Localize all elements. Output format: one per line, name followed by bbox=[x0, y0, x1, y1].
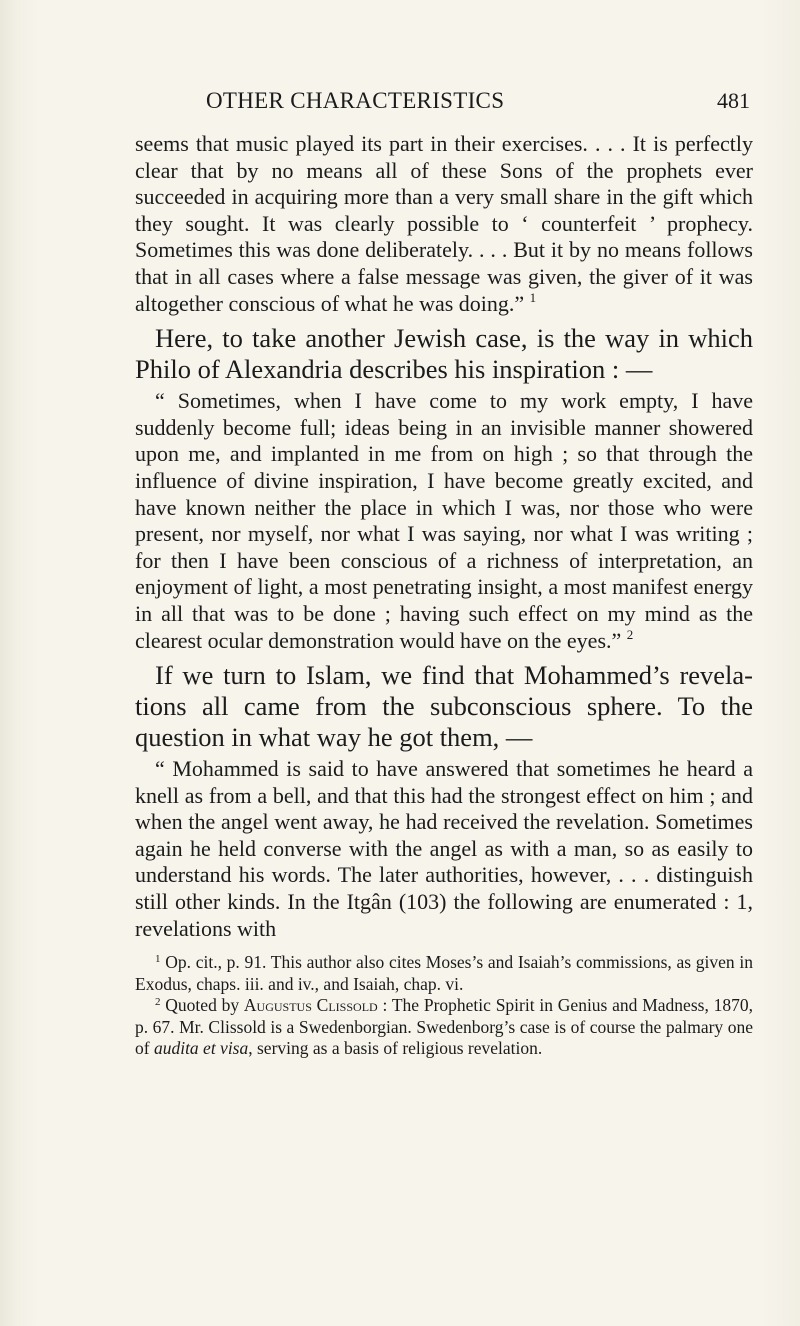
footnote-text-middle: : The Prophetic Spirit in Genius and Madness, 1870, p. 67. Mr. Clissold is a Swedenborgian. Swedenborg’s case is of course the palmary one of bbox=[135, 995, 753, 1059]
footnote-2 bbox=[135, 995, 753, 1060]
footnotes bbox=[135, 952, 753, 1060]
paragraph-philo-quote bbox=[135, 388, 753, 654]
body-text bbox=[135, 131, 753, 1060]
paragraph-mohammed-quote: “ Mohammed is said to have answered that sometimes he heard a knell as from a bell, and that this had the strongest effect on him ; and when the angel went away, he had received the revelation. Sometimes again he held converse with the angel as with a man, so as easily to understand his words. The later authorities, however, . . . distinguish still other kinds. In the Itgân (103) the following are enumerated : 1, revelations with bbox=[135, 756, 753, 941]
footnote-text: Op. cit., p. 91. This author also cites Moses’s and Isaiah’s commissions, as given in Exodus, chaps. iii. and iv., and Isaiah, chap. vi. bbox=[135, 952, 754, 994]
page-number: 481 bbox=[717, 88, 750, 113]
paragraph-text: seems that music played its part in their exercises. . . . It is perfectly clear that by no means all of these Sons of the prophets ever succeeded in acquiring more than a very small share in the gift which they sought. It was clearly possible to ‘ counterfeit ’ prophecy. Sometimes this was done deliberately. . . . But it by no means follows that in all cases where a false message was given, the giver of it was altogether conscious of what he was doing.” bbox=[135, 131, 753, 316]
footnote-text-after: , serving as a basis of religious revelation. bbox=[248, 1038, 543, 1059]
paragraph-quote-continuation bbox=[135, 131, 753, 317]
paragraph-islam-intro: If we turn to Islam, we find that Mohammed’s revelations all came from the subconscious sphere. To the question in what way he got them, — bbox=[135, 660, 753, 753]
footnote-mark-2: 2 bbox=[155, 996, 161, 1009]
footnote-ref-2: 2 bbox=[626, 626, 634, 642]
footnote-italic-phrase: audita et visa bbox=[153, 1038, 249, 1059]
paragraph-text: “ Sometimes, when I have come to my work empty, I have suddenly become full; ideas being in an invisible manner showered upon me, and implanted in me from on high ; so that through the influence of divine inspiration, I have become greatly excited, and have known neither the place in which I was, nor those who were present, nor myself, nor what I was saying, nor what I was writing ; for then I have been conscious of a richness of interpretation, an enjoyment of light, a most penetrating insight, a most manifest energy in all that was to be done ; having such effect on my mind as the clearest ocular demonstration would have on the eyes.” bbox=[135, 388, 753, 653]
footnote-1 bbox=[135, 952, 753, 995]
footnote-ref-1: 1 bbox=[529, 289, 537, 305]
page-header bbox=[136, 88, 750, 118]
footnote-mark-1: 1 bbox=[155, 953, 161, 966]
footnote-author: Augustus Clissold bbox=[243, 995, 378, 1016]
running-title: OTHER CHARACTERISTICS bbox=[206, 88, 505, 113]
paragraph-philo-intro: Here, to take another Jewish case, is the way in which Philo of Alexandria describes his inspiration : — bbox=[135, 323, 753, 385]
footnote-text-before: Quoted by bbox=[165, 995, 244, 1016]
